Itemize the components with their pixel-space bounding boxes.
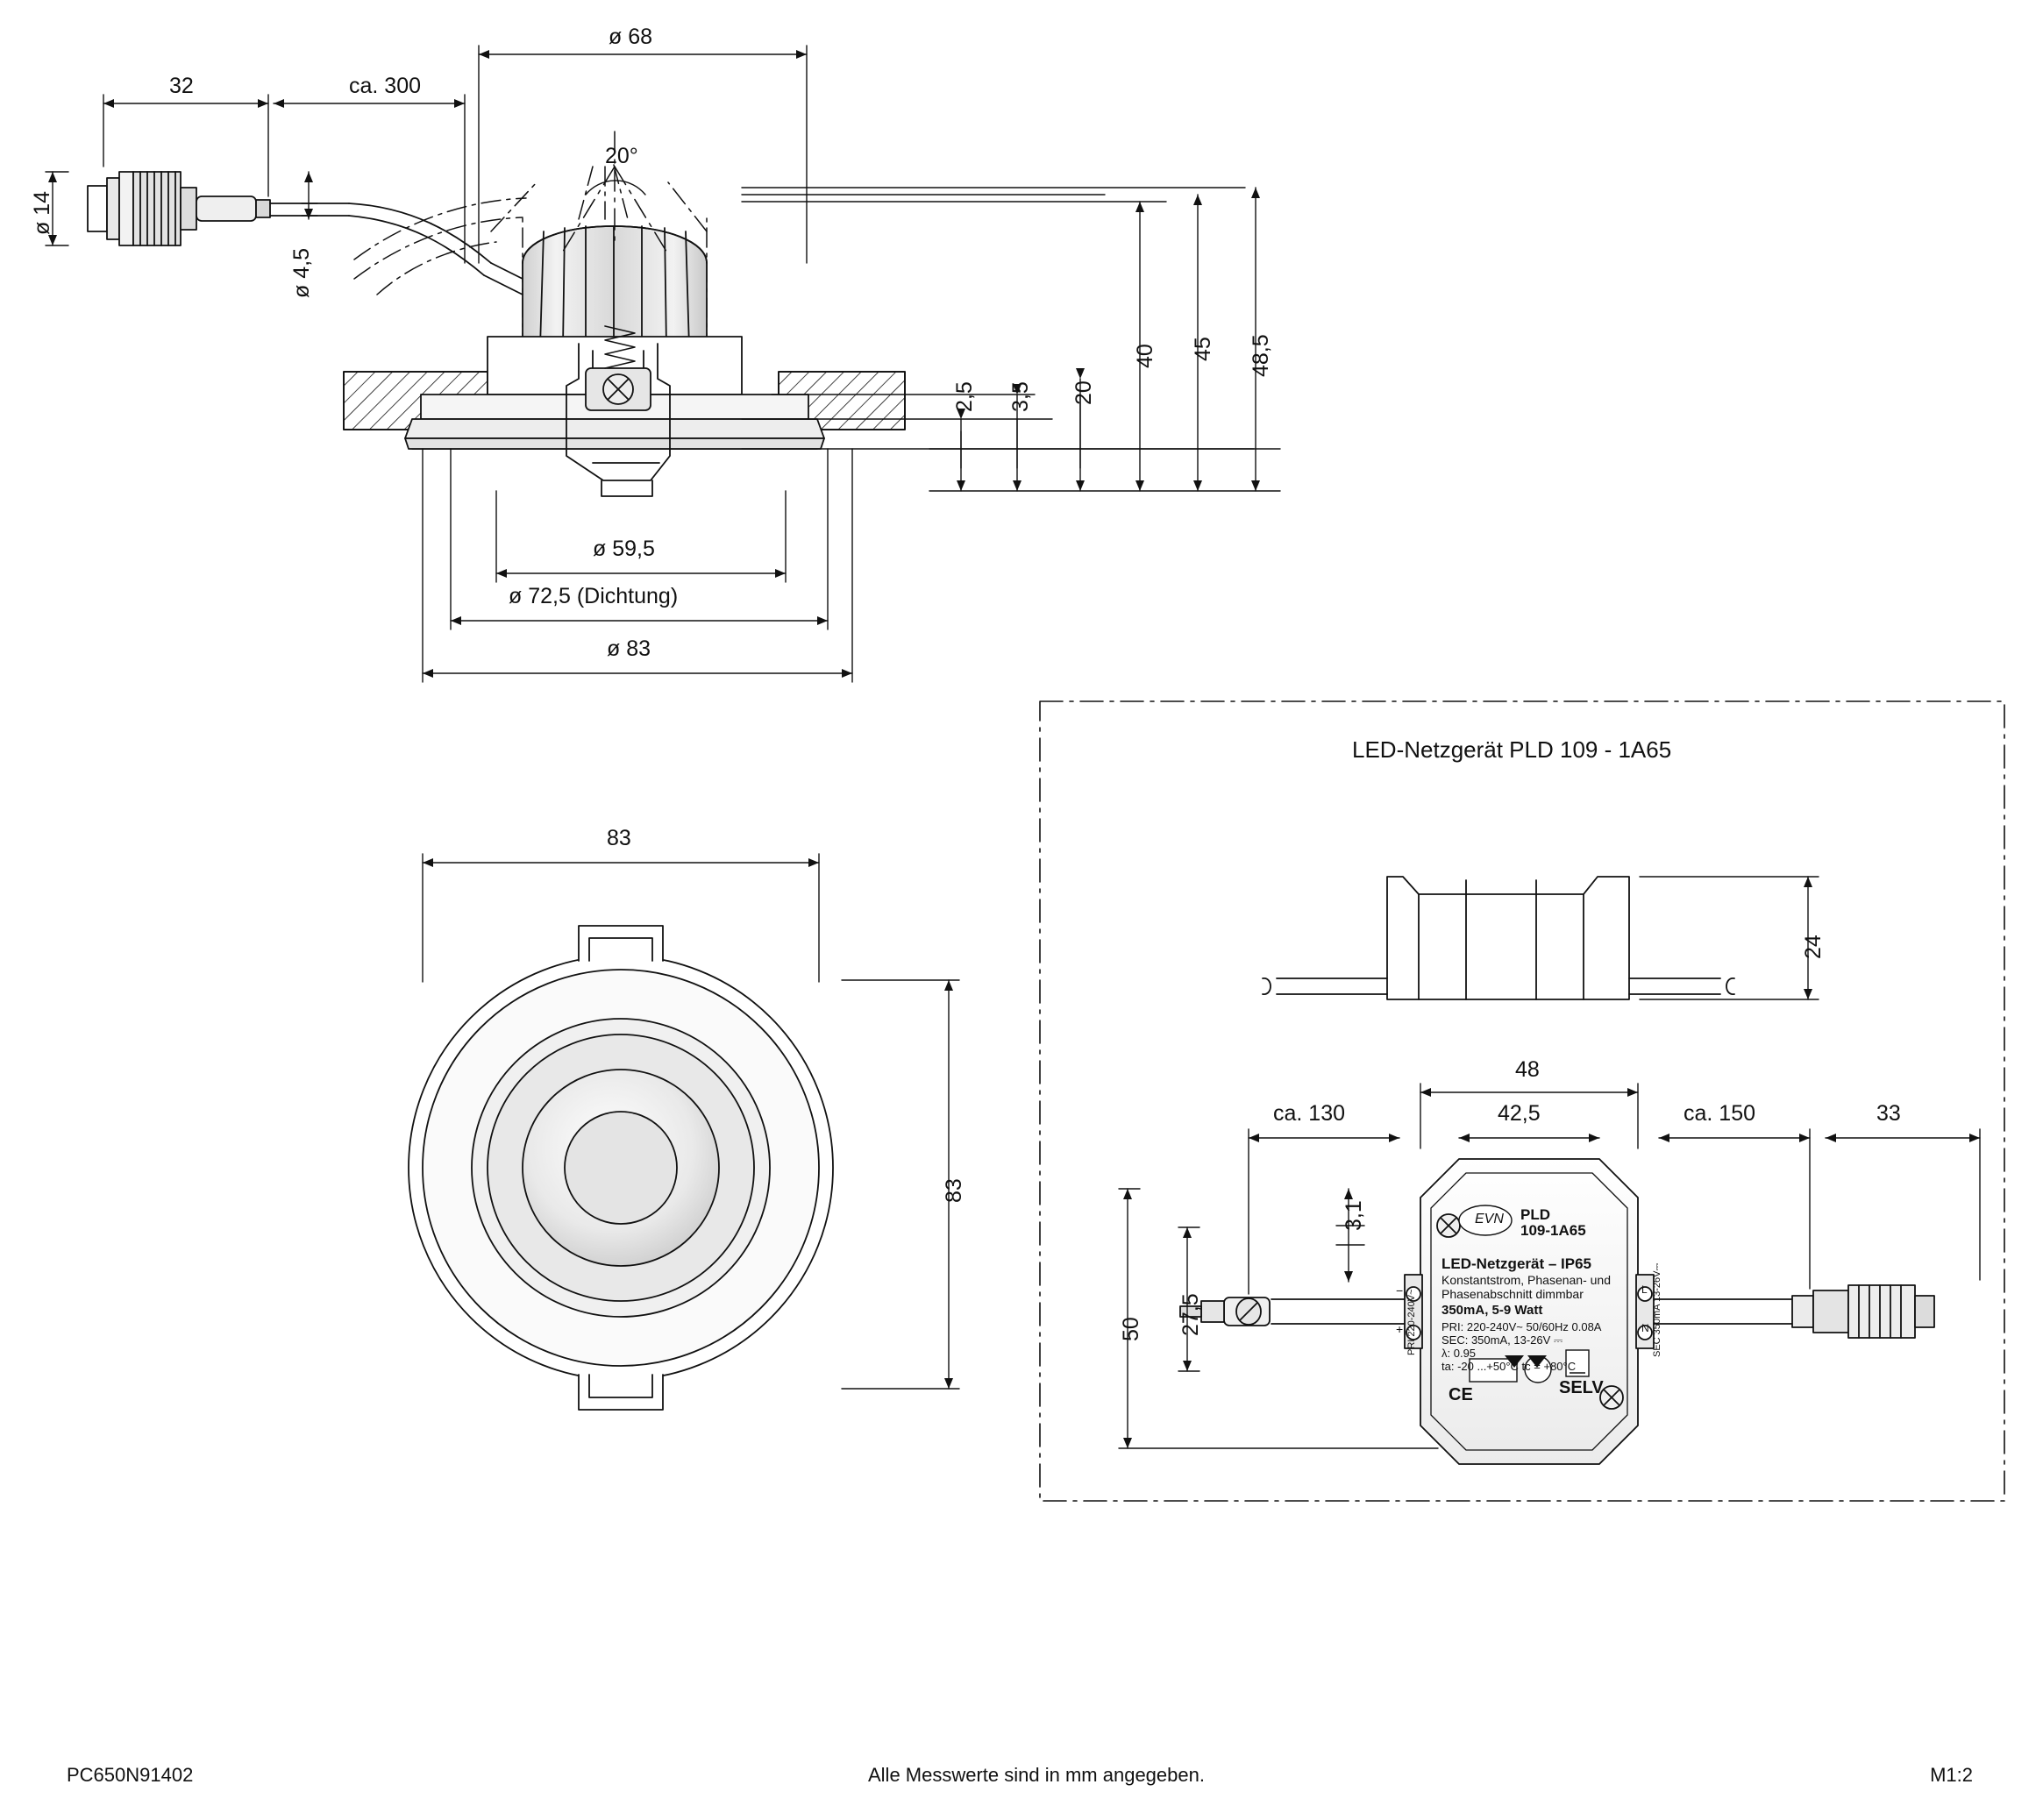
terminal-label-n: N xyxy=(1641,1322,1649,1334)
footer-article-number: PC650N91402 xyxy=(67,1764,194,1786)
dim-label-angle: 20° xyxy=(605,144,638,168)
supply-cable xyxy=(349,203,523,295)
footer-scale: M1:2 xyxy=(1930,1764,1973,1786)
terminal-label-plus: + xyxy=(1396,1322,1404,1336)
driver-side-pri: PRI 220-240V~ xyxy=(1406,1289,1417,1355)
dim-label-33: 33 xyxy=(1876,1101,1901,1126)
dim-label-32: 32 xyxy=(169,74,194,98)
dim-label-dia725: ø 72,5 (Dichtung) xyxy=(509,584,679,608)
dim-label-plan-width: 83 xyxy=(607,826,631,850)
plan-view xyxy=(409,926,833,1410)
driver-desc-line1: Konstantstrom, Phasenan- und xyxy=(1441,1273,1612,1287)
dim-label-ca300: ca. 300 xyxy=(349,74,422,98)
terminal-label-l: L xyxy=(1641,1283,1648,1296)
dimension-driver-height xyxy=(1640,877,1819,999)
driver-brand-label: EVN xyxy=(1475,1212,1504,1226)
dim-label-45: 45 xyxy=(1191,337,1215,361)
dim-label-40: 40 xyxy=(1133,344,1157,368)
driver-side-view xyxy=(1263,877,1734,999)
dim-label-dia595: ø 59,5 xyxy=(593,537,655,561)
terminal-label-minus: − xyxy=(1396,1283,1404,1297)
dim-label-plan-height: 83 xyxy=(942,1178,966,1203)
dim-label-ca150: ca. 150 xyxy=(1684,1101,1756,1126)
driver-type-line2: 109-1A65 xyxy=(1520,1222,1586,1239)
dim-label-24: 24 xyxy=(1801,935,1826,959)
dim-label-dia45: ø 4,5 xyxy=(289,248,314,298)
dim-label-31: 3,1 xyxy=(1342,1200,1366,1231)
dim-label-25: 2,5 xyxy=(952,381,977,412)
driver-pri: PRI: 220-240V~ 50/60Hz 0.08A xyxy=(1441,1320,1602,1333)
driver-desc-line2: Phasenabschnitt dimmbar xyxy=(1441,1287,1584,1301)
driver-type-line1: PLD xyxy=(1520,1206,1550,1223)
dim-label-425: 42,5 xyxy=(1498,1101,1541,1126)
driver-sec: SEC: 350mA, 13-26V ⎓ xyxy=(1441,1333,1563,1347)
driver-top-view xyxy=(1180,1159,1934,1464)
dim-label-dia68: ø 68 xyxy=(609,25,653,49)
driver-lambda: λ: 0.95 xyxy=(1441,1347,1477,1360)
dim-label-48: 48 xyxy=(1515,1057,1540,1082)
dim-label-dia14: ø 14 xyxy=(30,190,54,235)
dim-label-20: 20 xyxy=(1071,380,1096,405)
driver-selv-mark: SELV xyxy=(1559,1378,1604,1397)
dim-label-ca130: ca. 130 xyxy=(1273,1101,1346,1126)
dim-label-dia83: ø 83 xyxy=(607,636,651,661)
driver-heading: LED-Netzgerät – IP65 xyxy=(1441,1255,1591,1272)
driver-ce-mark: CE xyxy=(1449,1385,1473,1404)
cable-connector-graphic xyxy=(88,172,349,245)
dim-label-50: 50 xyxy=(1119,1317,1143,1341)
driver-rating: 350mA, 5-9 Watt xyxy=(1441,1303,1543,1318)
driver-panel-title: LED-Netzgerät PLD 109 - 1A65 xyxy=(1352,736,1672,763)
driver-side-sec: SEC 350mA 13-26V⎓ xyxy=(1652,1262,1662,1357)
dim-label-275: 27,5 xyxy=(1178,1293,1203,1336)
dim-label-485: 48,5 xyxy=(1249,334,1273,377)
dim-label-35: 3,5 xyxy=(1008,381,1033,412)
driver-temps: ta: -20 ...+50°C tc = +80°C xyxy=(1441,1360,1577,1373)
footer-note: Alle Messwerte sind in mm angegeben. xyxy=(868,1764,1205,1786)
